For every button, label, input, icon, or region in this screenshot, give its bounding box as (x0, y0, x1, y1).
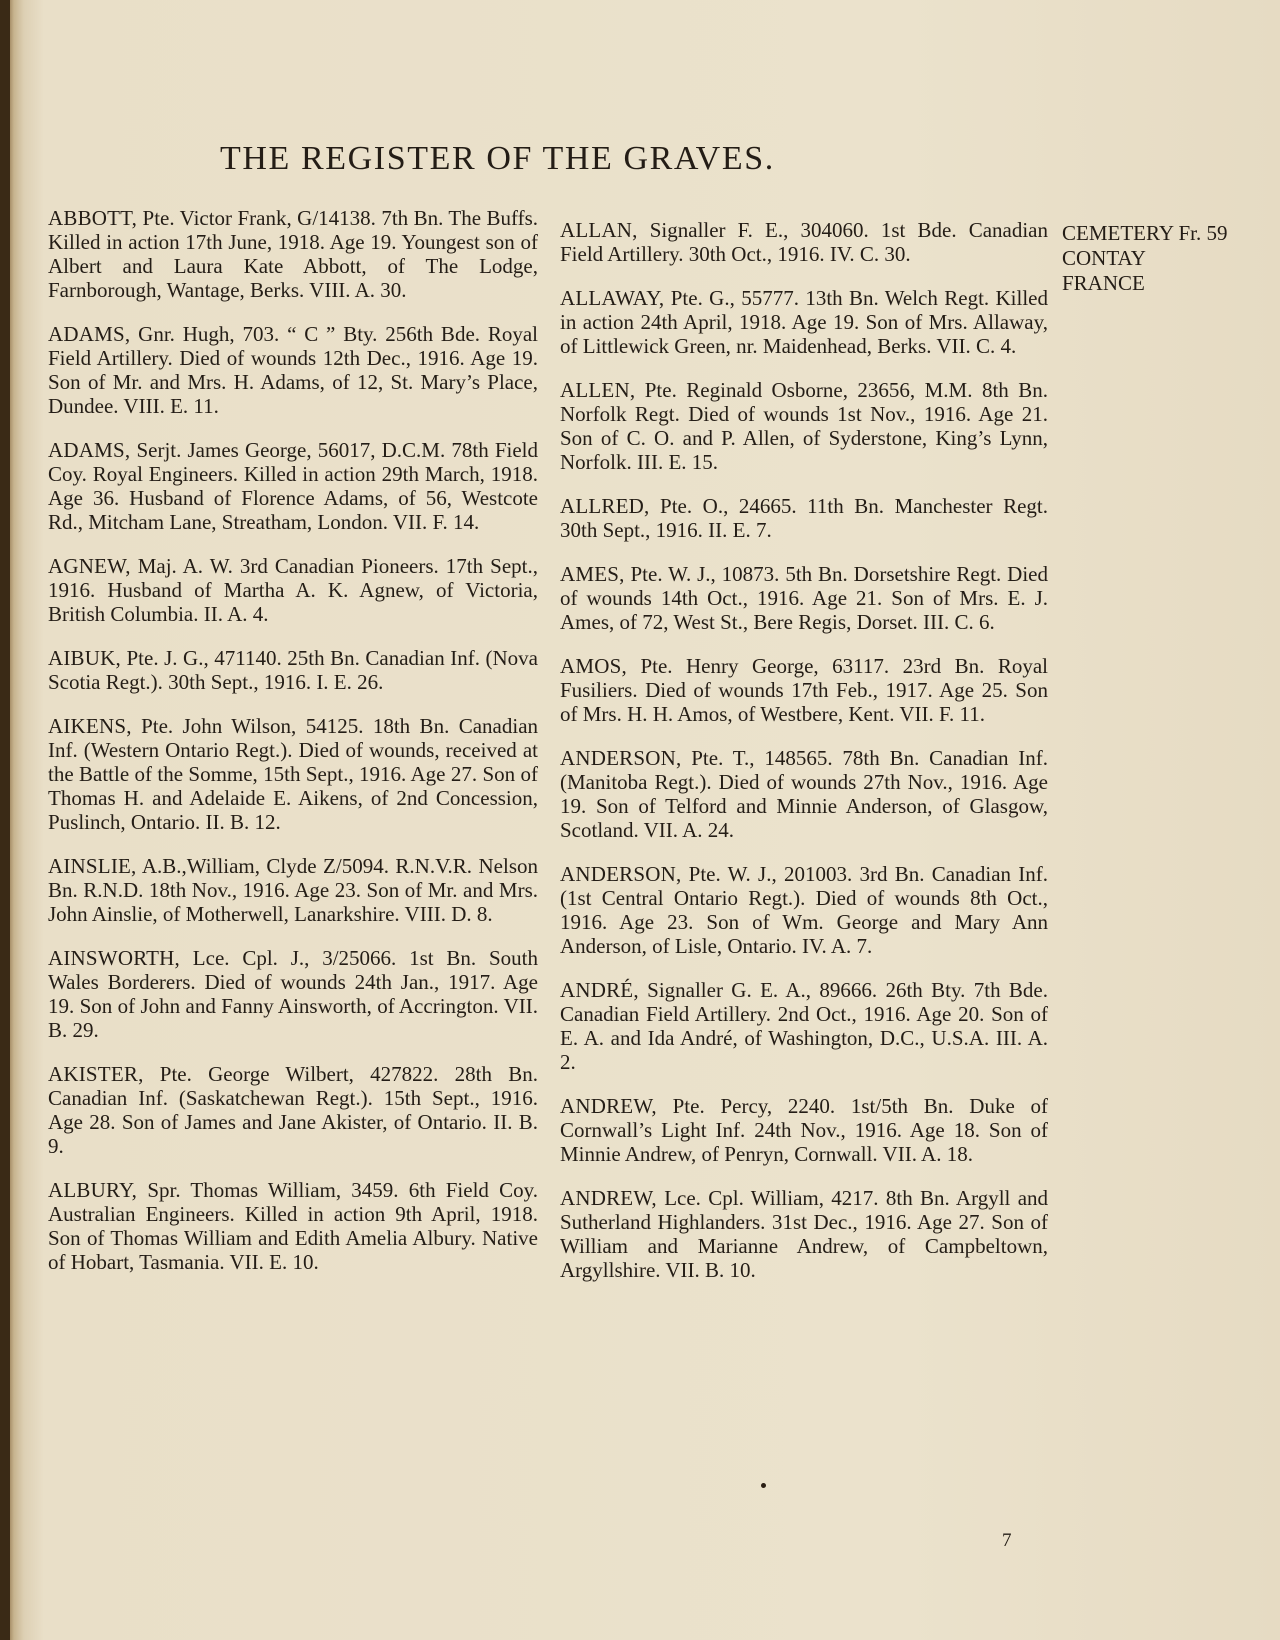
entry-surname: ANDREW, (560, 1094, 657, 1118)
entry-surname: ABBOTT, (48, 206, 138, 230)
entry-surname: ANDERSON, (560, 862, 682, 886)
grave-entry (560, 494, 1048, 542)
grave-entry (560, 218, 1048, 266)
entry-text: Spr. Thomas William, 3459. 6th Field Coy. Australian Engineers. Killed in action 9th April, 1918. Son of Thomas William and Edith Amelia Albury. Native of Hobart, Tasmania. VII. E. 10. (48, 1178, 539, 1274)
entry-text: Pte. G., 55777. 13th Bn. Welch Regt. Killed in action 24th April, 1918. Age 19. Son of Mrs. Allaway, of Littlewick Green, nr. Maidenhead, Berks. VII. C. 4. (560, 286, 1049, 358)
entry-text: Lce. Cpl. J., 3/25066. 1st Bn. South Wales Borderers. Died of wounds 24th Jan., 1917. Age 19. Son of John and Fanny Ainsworth, of Accrington. VII. B. 29. (48, 946, 538, 1042)
entry-surname: AGNEW, (48, 554, 131, 578)
grave-entry (560, 654, 1048, 726)
entry-text: Pte. J. G., 471140. 25th Bn. Canadian Inf. (Nova Scotia Regt.). 30th Sept., 1916. I. E. 26. (48, 646, 538, 694)
grave-entry (48, 438, 538, 534)
cemetery-name: CEMETERY Fr. 59 (1062, 221, 1228, 245)
page-number: 7 (1002, 1530, 1012, 1551)
grave-entry (48, 946, 538, 1042)
grave-entry (560, 862, 1048, 958)
cemetery-heading (1062, 221, 1272, 296)
entry-text: Pte. W. J., 201003. 3rd Bn. Canadian Inf. (1st Central Ontario Regt.). Died of wounds 8th Oct., 1916. Age 23. Son of Wm. George and Mary Ann Anderson, of Lisle, Ontario. IV. A. 7. (560, 862, 1049, 958)
entry-surname: AINSWORTH, (48, 946, 180, 970)
book-binding (0, 0, 10, 1640)
grave-entry (560, 286, 1048, 358)
grave-entry (48, 1178, 538, 1274)
entry-surname: AMOS, (560, 654, 627, 678)
entry-text: Pte. W. J., 10873. 5th Bn. Dorsetshire Regt. Died of wounds 14th Oct., 1916. Age 21. Son of Mrs. E. J. Ames, of 72, West St., Bere Regis, Dorset. III. C. 6. (560, 562, 1048, 634)
entry-surname: ALLAN, (560, 218, 638, 242)
entry-text: Pte. O., 24665. 11th Bn. Manchester Regt. 30th Sept., 1916. II. E. 7. (560, 494, 1048, 542)
grave-entry (48, 854, 538, 926)
entry-text: Signaller F. E., 304060. 1st Bde. Canadian Field Artillery. 30th Oct., 1916. IV. C. 30. (560, 218, 1049, 266)
grave-entry (48, 554, 538, 626)
entry-text: Lce. Cpl. William, 4217. 8th Bn. Argyll and Sutherland Highlanders. 31st Dec., 1916. Age 27. Son of William and Marianne Andrew, of Campbeltown, Argyllshire. VII. B. 10. (560, 1186, 1049, 1282)
entry-text: Pte. Reginald Osborne, 23656, M.M. 8th Bn. Norfolk Regt. Died of wounds 1st Nov., 1916. Age 21. Son of C. O. and P. Allen, of Syderstone, King’s Lynn, Norfolk. III. E. 15. (560, 378, 1048, 474)
entry-surname: ALBURY, (48, 1178, 138, 1202)
page-title: THE REGISTER OF THE GRAVES. (220, 140, 775, 177)
grave-entry (560, 978, 1048, 1074)
grave-entry (48, 1062, 538, 1158)
entry-text: Pte. George Wilbert, 427822. 28th Bn. Canadian Inf. (Saskatchewan Regt.). 15th Sept., 1916. Age 28. Son of James and Jane Akister, of Ontario. II. B. 9. (48, 1062, 539, 1158)
entry-text: Gnr. Hugh, 703. “ C ” Bty. 256th Bde. Royal Field Artillery. Died of wounds 12th Dec., 1916. Age 19. Son of Mr. and Mrs. H. Adams, of 12, St. Mary’s Place, Dundee. VIII. E. 11. (48, 322, 539, 418)
grave-entry (560, 1094, 1048, 1166)
entry-surname: ANDRÉ, (560, 978, 639, 1002)
entry-text: Signaller G. E. A., 89666. 26th Bty. 7th Bde. Canadian Field Artillery. 2nd Oct., 1916. Age 20. Son of E. A. and Ida André, of Washington, D.C., U.S.A. III. A. 2. (560, 978, 1049, 1074)
entry-surname: ALLAWAY, (560, 286, 665, 310)
entry-surname: ADAMS, (48, 438, 131, 462)
grave-entry (48, 206, 538, 302)
entry-text: Pte. Henry George, 63117. 23rd Bn. Royal Fusiliers. Died of wounds 17th Feb., 1917. Age 25. Son of Mrs. H. H. Amos, of Westbere, Kent. VII. F. 11. (560, 654, 1049, 726)
ink-speck (761, 1483, 766, 1488)
entry-text: Pte. Victor Frank, G/14138. 7th Bn. The Buffs. Killed in action 17th June, 1918. Age 19. Youngest son of Albert and Laura Kate Abbott, of The Lodge, Farnborough, Wantage, Berks. VIII. A. 30. (48, 206, 539, 302)
entry-surname: AMES, (560, 562, 625, 586)
entry-text: Pte. Percy, 2240. 1st/5th Bn. Duke of Cornwall’s Light Inf. 24th Nov., 1916. Age 18. Son of Minnie Andrew, of Penryn, Cornwall. VII. A. 18. (560, 1094, 1049, 1166)
grave-entry (560, 1186, 1048, 1282)
grave-entry (48, 646, 538, 694)
grave-entry (560, 562, 1048, 634)
entry-surname: ANDERSON, (560, 746, 682, 770)
entry-text: Pte. T., 148565. 78th Bn. Canadian Inf. (Manitoba Regt.). Died of wounds 27th Nov., 1916. Age 19. Son of Telford and Minnie Anderson, of Glasgow, Scotland. VII. A. 24. (560, 746, 1049, 842)
entry-text: A.B.,William, Clyde Z/5094. R.N.V.R. Nelson Bn. R.N.D. 18th Nov., 1916. Age 23. Son of Mr. and Mrs. John Ainslie, of Motherwell, Lanarkshire. VIII. D. 8. (48, 854, 539, 926)
entry-surname: AIBUK, (48, 646, 121, 670)
entry-surname: AINSLIE, (48, 854, 137, 878)
cemetery-country: FRANCE (1062, 271, 1145, 295)
entry-surname: ANDREW, (560, 1186, 657, 1210)
entry-surname: ALLRED, (560, 494, 650, 518)
entry-text: Serjt. James George, 56017, D.C.M. 78th Field Coy. Royal Engineers. Killed in action 29th March, 1918. Age 36. Husband of Florence Adams, of 56, Westcote Rd., Mitcham Lane, Streatham, London. VII. F. 14. (48, 438, 538, 534)
entry-text: Maj. A. W. 3rd Canadian Pioneers. 17th Sept., 1916. Husband of Martha A. K. Agnew, of Victoria, British Columbia. II. A. 4. (48, 554, 539, 626)
entry-surname: ALLEN, (560, 378, 636, 402)
entry-surname: AKISTER, (48, 1062, 144, 1086)
left-column (48, 206, 538, 1294)
right-column (560, 218, 1048, 1302)
grave-entry (560, 746, 1048, 842)
entry-text: Pte. John Wilson, 54125. 18th Bn. Canadian Inf. (Western Ontario Regt.). Died of wounds, received at the Battle of the Somme, 15th Sept., 1916. Age 27. Son of Thomas H. and Adelaide E. Aikens, of 2nd Concession, Puslinch, Ontario. II. B. 12. (48, 714, 539, 834)
grave-entry (48, 322, 538, 418)
grave-entry (48, 714, 538, 834)
cemetery-place: CONTAY (1062, 246, 1146, 270)
grave-entry (560, 378, 1048, 474)
entry-surname: ADAMS, (48, 322, 131, 346)
entry-surname: AIKENS, (48, 714, 132, 738)
